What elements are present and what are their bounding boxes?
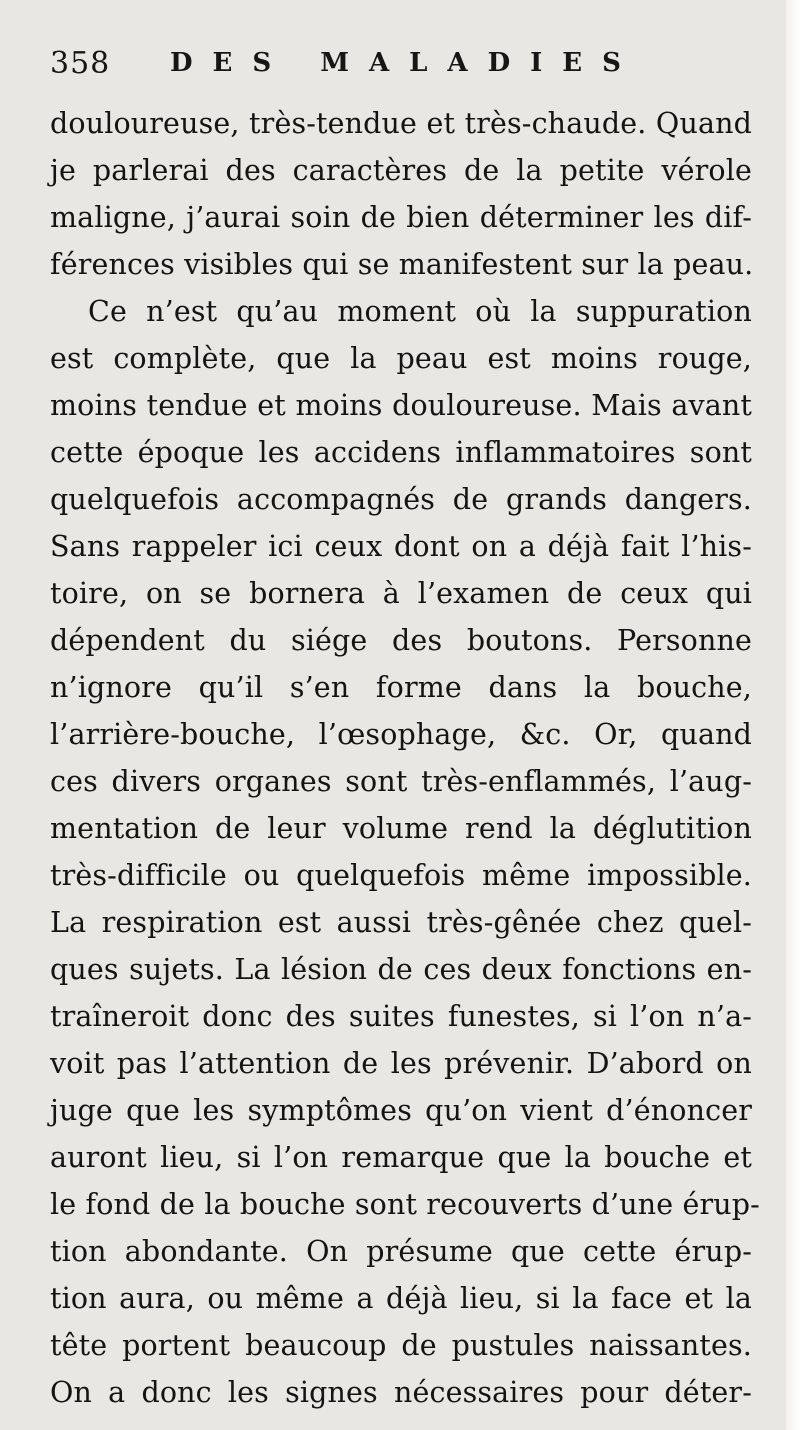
- text-line: férences visibles qui se manifestent sur la peau.: [50, 248, 754, 281]
- text-line: auront lieu, si l’on remarque que la bouche et: [50, 1141, 752, 1174]
- text-line: mentation de leur volume rend la déglutition: [50, 812, 752, 845]
- page-edge: [786, 0, 800, 1430]
- text-line: le fond de la bouche sont recouverts d’une érup-: [50, 1188, 760, 1221]
- text-line: ces divers organes sont très-enflammés, l’aug-: [50, 765, 752, 798]
- text-line: voit pas l’attention de les prévenir. D’abord on: [50, 1047, 752, 1080]
- text-line: quelquefois accompagnés de grands dangers.: [50, 483, 752, 516]
- text-line: je parlerai des caractères de la petite vérole: [50, 154, 752, 187]
- text-line: douloureuse, très-tendue et très-chaude. Quand: [50, 107, 752, 140]
- text-line: tion abondante. On présume que cette érup-: [50, 1235, 752, 1268]
- text-line: traîneroit donc des suites funestes, si l’on n’a-: [50, 1000, 752, 1033]
- text-line: tête portent beaucoup de pustules naissantes.: [50, 1329, 752, 1362]
- text-line: maligne, j’aurai soin de bien déterminer les dif-: [50, 201, 752, 234]
- text-line: dépendent du siége des boutons. Personne: [50, 624, 752, 657]
- text-line: l’arrière-bouche, l’œsophage, &c. Or, quand: [50, 718, 752, 751]
- text-line: toire, on se bornera à l’examen de ceux qui: [50, 577, 752, 610]
- body-text: [50, 100, 760, 1416]
- text-line: La respiration est aussi très-gênée chez quel-: [50, 906, 752, 939]
- text-line: On a donc les signes nécessaires pour déter-: [50, 1376, 752, 1409]
- text-line: n’ignore qu’il s’en forme dans la bouche,: [50, 671, 752, 704]
- text-line: tion aura, ou même a déjà lieu, si la face et la: [50, 1282, 752, 1315]
- text-line: Sans rappeler ici ceux dont on a déjà fait l’his-: [50, 530, 752, 563]
- page-header: [50, 42, 750, 92]
- text-line: juge que les symptômes qu’on vient d’énoncer: [50, 1094, 752, 1127]
- text-line: ques sujets. La lésion de ces deux fonctions en-: [50, 953, 752, 986]
- text-line: Ce n’est qu’au moment où la suppuration: [88, 295, 752, 328]
- text-line: est complète, que la peau est moins rouge,: [50, 342, 752, 375]
- running-head: DES MALADIES: [170, 48, 641, 78]
- page-number: 358: [50, 46, 111, 81]
- text-line: cette époque les accidens inflammatoires sont: [50, 436, 752, 469]
- text-line: très-difficile ou quelquefois même impossible.: [50, 859, 752, 892]
- text-line: moins tendue et moins douloureuse. Mais avant: [50, 389, 752, 422]
